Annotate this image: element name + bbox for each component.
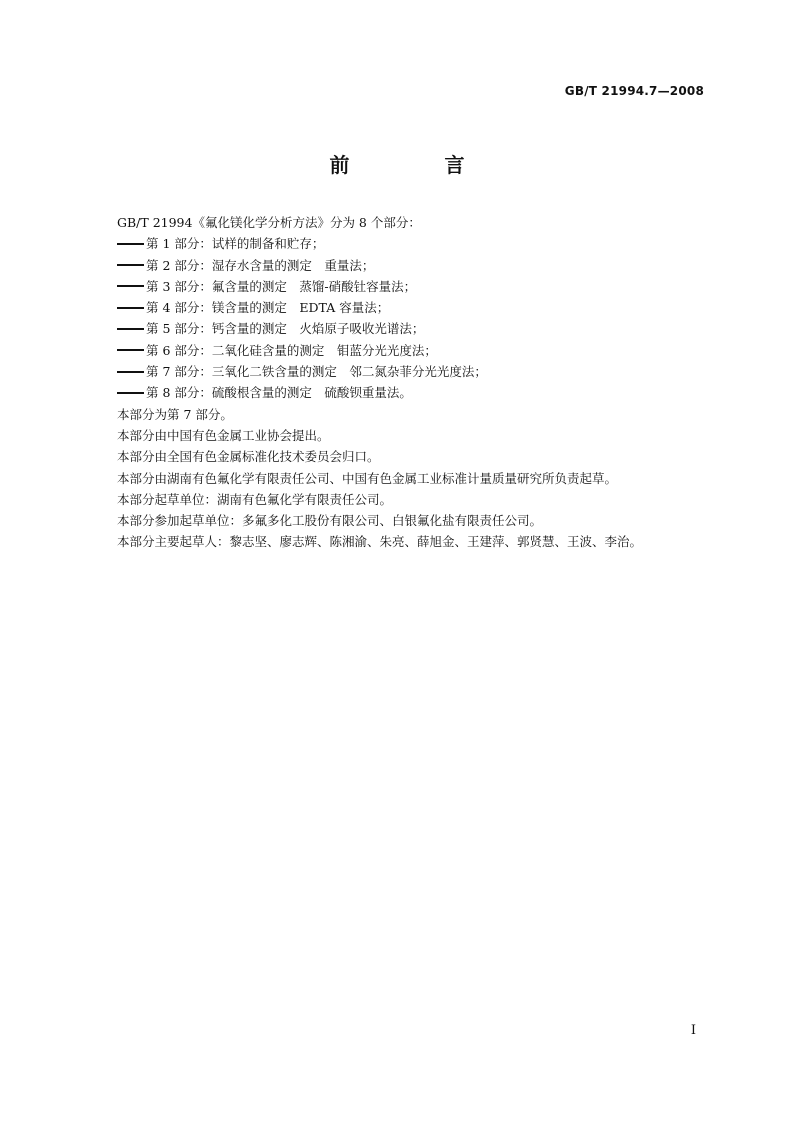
dash-marker: [117, 285, 144, 287]
statement-managed-by: 本部分由全国有色金属标准化技术委员会归口。: [117, 449, 380, 465]
statement-participating-units: 本部分参加起草单位：多氟多化工股份有限公司、白银氟化盐有限责任公司。: [117, 513, 543, 529]
statement-proposed-by: 本部分由中国有色金属工业协会提出。: [117, 427, 330, 443]
dash-marker: [117, 392, 144, 394]
list-item-part-5: [117, 318, 717, 339]
dash-marker: [117, 264, 144, 266]
list-item-part-7: [117, 361, 717, 382]
dash-marker: [117, 307, 144, 309]
page-title: 前 言: [329, 153, 509, 177]
list-item-text: 第 1 部分：试样的制备和贮存；: [146, 236, 325, 252]
statement-main-drafters: 本部分主要起草人：黎志坚、廖志辉、陈湘渝、朱亮、薛旭金、王建萍、郭贤慧、王波、李治。: [117, 534, 643, 550]
list-item-part-4: [117, 297, 717, 318]
standard-number: GB/T 21994.7—2008: [564, 84, 704, 98]
dash-marker: [117, 243, 144, 245]
statement-responsible-drafters: 本部分由湖南有色氟化学有限责任公司、中国有色金属工业标准计量质量研究所负责起草。: [117, 470, 618, 486]
list-item-text: 第 8 部分：硫酸根含量的测定 硫酸钡重量法。: [146, 385, 412, 401]
list-item-part-2: [117, 255, 717, 276]
statement-drafting-unit: 本部分起草单位：湖南有色氟化学有限责任公司。: [117, 491, 393, 507]
preface-body: [117, 212, 717, 553]
list-item-text: 第 3 部分：氟含量的测定 蒸馏-硝酸钍容量法；: [146, 278, 417, 294]
statement-part-number: 本部分为第 7 部分。: [117, 406, 233, 422]
list-item-text: 第 2 部分：湿存水含量的测定 重量法；: [146, 257, 375, 273]
list-item-part-8: [117, 382, 717, 403]
list-item-text: 第 4 部分：镁含量的测定 EDTA 容量法；: [146, 300, 390, 316]
page-number: I: [690, 1023, 696, 1038]
dash-marker: [117, 328, 144, 330]
list-item-part-1: [117, 233, 717, 254]
list-item-text: 第 7 部分：三氧化二铁含量的测定 邻二氮杂菲分光光度法；: [146, 364, 487, 380]
dash-marker: [117, 371, 144, 373]
list-item-text: 第 5 部分：钙含量的测定 火焰原子吸收光谱法；: [146, 321, 425, 337]
list-item-text: 第 6 部分：二氧化硅含量的测定 钼蓝分光光度法；: [146, 342, 437, 358]
list-item-part-6: [117, 340, 717, 361]
list-item-part-3: [117, 276, 717, 297]
dash-marker: [117, 349, 144, 351]
intro-paragraph: GB/T 21994《氟化镁化学分析方法》分为 8 个部分：: [117, 215, 421, 230]
